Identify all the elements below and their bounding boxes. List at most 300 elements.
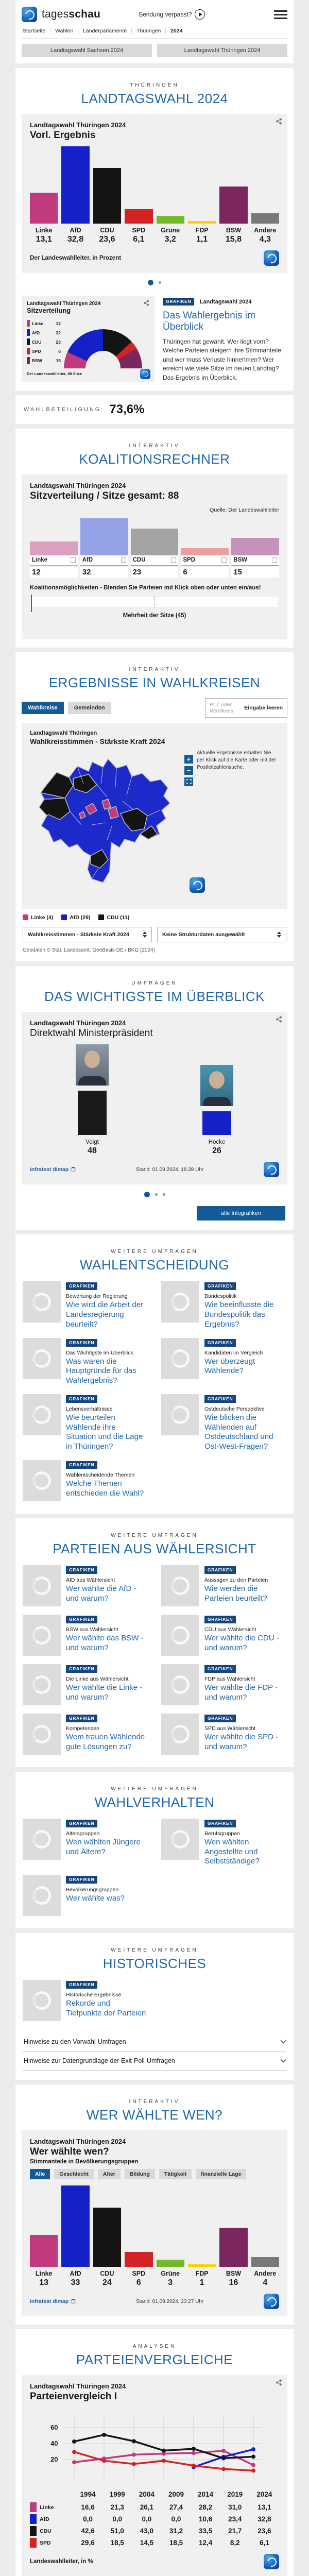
table-value: 23,4 bbox=[228, 2515, 242, 2523]
teaser-kicker: Wahlentscheidende Themen bbox=[66, 1471, 135, 1478]
table-value: 42,6 bbox=[81, 2527, 95, 2535]
bar-value: 4 bbox=[263, 2278, 268, 2287]
koalition-party-label: Linke bbox=[30, 555, 78, 566]
teaser-item[interactable] bbox=[161, 1664, 286, 1705]
teaser-thumbnail bbox=[23, 1565, 61, 1606]
teaser-body bbox=[204, 1664, 286, 1705]
turnout-strip bbox=[15, 395, 294, 424]
direktwahl-chart bbox=[30, 1044, 279, 1156]
bar-label: SPD bbox=[132, 227, 146, 234]
share-icon[interactable] bbox=[276, 118, 282, 125]
teaser-headline[interactable]: Rekorde und Tiefpunkte der Parteien bbox=[66, 1999, 146, 2018]
select-arrows-icon bbox=[143, 931, 147, 938]
tagesschau-logo-icon bbox=[264, 2554, 279, 2569]
bar-value: 15,8 bbox=[225, 235, 242, 244]
bar-SPD bbox=[125, 2252, 152, 2267]
brand-wordmark[interactable]: tagesschau bbox=[42, 8, 101, 20]
table-value: 29,6 bbox=[81, 2539, 95, 2547]
teaser-headline[interactable]: Wer wählte die CDU - und warum? bbox=[204, 1633, 279, 1652]
teaser-body bbox=[66, 1819, 148, 1867]
majority-bar bbox=[31, 596, 278, 607]
breadcrumb-item[interactable]: Startseite bbox=[23, 28, 46, 34]
bar-column-Linke bbox=[30, 193, 58, 244]
koalition-seats-value: 6 bbox=[181, 567, 229, 578]
parteienvergleich-linechart bbox=[30, 2408, 279, 2487]
seat-legend bbox=[27, 317, 61, 368]
koalition-column-CDU[interactable] bbox=[131, 529, 179, 578]
seat-legend-item: SPD 6 bbox=[27, 348, 61, 354]
section-eyebrow: WEITERE UMFRAGEN bbox=[111, 1947, 198, 1954]
year-header: 2014 bbox=[198, 2490, 214, 2499]
card-subtitle: Stimmanteile in Bevölkerungsgruppen bbox=[30, 2159, 139, 2165]
bar-column-BSW bbox=[219, 2228, 247, 2288]
tagesschau-logo-icon bbox=[264, 1162, 279, 1177]
teaser-body bbox=[66, 1980, 148, 2021]
chart-source: Der Landeswahlleiter, 88 Sitze bbox=[27, 371, 82, 376]
teaser-kicker: Bundespolitik bbox=[204, 1293, 237, 1300]
majority-label: Mehrheit der Sitze (45) bbox=[123, 612, 186, 619]
table-value: 0,0 bbox=[142, 2515, 152, 2523]
bar-Linke bbox=[30, 193, 58, 224]
teaser-headline[interactable]: Wen wählten Jüngere und Ältere? bbox=[66, 1837, 141, 1856]
teaser-kicker: Die Linke aus Wählersicht bbox=[66, 1675, 129, 1682]
teaser-thumbnail bbox=[161, 1281, 199, 1323]
bar-Andere bbox=[251, 213, 279, 224]
tagesschau-logo-icon bbox=[140, 369, 150, 379]
koalition-chart bbox=[30, 518, 279, 578]
koalition-party-label: AfD bbox=[80, 555, 128, 566]
teaser-headline[interactable]: Was waren die Hauptgründe für das Wahlergebnis? bbox=[66, 1357, 136, 1385]
teaser-item[interactable] bbox=[23, 1664, 148, 1705]
year-header: 2024 bbox=[256, 2490, 272, 2499]
teaser-thumbnail bbox=[23, 1714, 61, 1755]
clear-input-button[interactable]: Eingabe leeren bbox=[244, 704, 283, 711]
breadcrumb-item[interactable]: Thüringen bbox=[136, 28, 161, 34]
search-placeholder: PLZ oder Wahlkreis bbox=[210, 701, 233, 714]
structure-data-select[interactable]: Keine Strukturdaten ausgewählt bbox=[157, 927, 286, 942]
table-value: 33,5 bbox=[198, 2527, 213, 2535]
turnout-value: 73,6% bbox=[109, 402, 145, 416]
teaser-thumbnail bbox=[161, 1394, 199, 1435]
section-title: DAS WICHTIGSTE IM ÜBERBLICK bbox=[44, 988, 265, 1004]
year-header: 2019 bbox=[227, 2490, 243, 2499]
bar-column-Andere bbox=[251, 213, 279, 244]
breadcrumb-item[interactable]: Länderparlamente bbox=[83, 28, 127, 34]
table-value: 26,1 bbox=[140, 2503, 153, 2512]
teaser-body bbox=[66, 1565, 148, 1606]
tagesschau-logo-icon bbox=[190, 877, 205, 893]
teaser-body bbox=[66, 1460, 148, 1501]
play-icon[interactable] bbox=[195, 9, 205, 20]
carousel-dot[interactable] bbox=[159, 281, 161, 284]
teaser-thumbnail bbox=[23, 1664, 61, 1705]
tab-landtagswahl-sachsen[interactable]: Landtagswahl Sachsen 2024 bbox=[22, 44, 152, 57]
teaser-item[interactable] bbox=[23, 1460, 148, 1501]
teaser-item[interactable] bbox=[23, 1615, 148, 1656]
teaser-headline[interactable]: Wie wird die Arbeit der Landesregierung beurteilt? bbox=[66, 1300, 144, 1329]
teaser-item[interactable] bbox=[161, 1615, 286, 1656]
bar-label: FDP bbox=[195, 227, 209, 234]
map-metric-select[interactable]: Wahlkreisstimmen - Stärkste Kraft 2024 bbox=[23, 927, 152, 942]
filter-pill-Alle[interactable]: Alle bbox=[30, 2169, 50, 2179]
hamburger-menu-icon[interactable] bbox=[274, 8, 287, 21]
year-header: 1999 bbox=[109, 2490, 125, 2499]
table-value: 0,0 bbox=[83, 2515, 93, 2523]
svg-text:40: 40 bbox=[50, 2439, 58, 2448]
stand-timestamp: Stand: 01.09.2024, 23:27 Uhr bbox=[136, 2298, 204, 2304]
bar-value: 6,1 bbox=[133, 235, 145, 244]
grafiken-badge: GRAFIKEN bbox=[66, 1616, 97, 1623]
teaser-headline[interactable]: Wer wählte das BSW - und warum? bbox=[66, 1633, 144, 1652]
card-sitzverteilung[interactable] bbox=[22, 296, 154, 382]
table-value: 18,5 bbox=[169, 2539, 183, 2547]
year-header: 2004 bbox=[139, 2490, 154, 2499]
koalition-column-BSW[interactable] bbox=[231, 538, 279, 578]
koalition-bar-SPD[interactable] bbox=[181, 548, 229, 555]
bar-column-Andere bbox=[251, 2257, 279, 2287]
majority-start-marker bbox=[31, 595, 32, 612]
koalition-party-label: CDU bbox=[131, 555, 179, 566]
zoom-in-button[interactable]: + bbox=[184, 755, 193, 764]
zoom-out-button[interactable]: − bbox=[184, 766, 193, 775]
teaser-headline[interactable]: Welche Themen entschieden die Wahl? bbox=[66, 1479, 144, 1498]
grafiken-badge: GRAFIKEN bbox=[204, 1339, 236, 1347]
table-value: 31,2 bbox=[169, 2527, 183, 2535]
teaser-body bbox=[204, 1394, 286, 1452]
bar-label: Andere bbox=[254, 2270, 277, 2278]
section-eyebrow: ANALYSEN bbox=[132, 2344, 177, 2350]
candidate-photo-Voigt bbox=[76, 1044, 109, 1086]
seat-legend-item: AfD 32 bbox=[27, 329, 61, 336]
legend-color-chip bbox=[98, 914, 104, 920]
bar-Andere bbox=[251, 2257, 279, 2267]
party-checkbox[interactable] bbox=[121, 557, 126, 563]
table-party-Linke: Linke bbox=[30, 2502, 73, 2512]
year-header: 2009 bbox=[168, 2490, 184, 2499]
infratest-dimap-logo: infratest dimap bbox=[30, 1166, 76, 1173]
table-value: 16,6 bbox=[81, 2503, 95, 2512]
bar-Grüne bbox=[157, 216, 184, 224]
bar-BSW bbox=[219, 2228, 247, 2267]
card-title: Wer wählte wen? bbox=[30, 2146, 109, 2158]
carousel-dot[interactable] bbox=[163, 1193, 165, 1196]
bar-column-CDU bbox=[93, 168, 121, 244]
section-title: KOALITIONSRECHNER bbox=[79, 451, 230, 467]
teaser-headline[interactable]: Wer wählte was? bbox=[66, 1894, 125, 1903]
teaser-kicker: Altersgruppen bbox=[66, 1830, 100, 1837]
teaser-item[interactable] bbox=[23, 1714, 148, 1755]
section-wahlentscheidung bbox=[15, 1234, 294, 1514]
missed-show-link[interactable]: Sendung verpasst? bbox=[139, 9, 205, 20]
teaser-body bbox=[204, 1714, 286, 1755]
card-kicker: Landtagswahl Thüringen 2024 bbox=[30, 481, 126, 489]
koalition-party-label: SPD bbox=[181, 555, 229, 566]
accordion-exit-poll[interactable]: Hinweise zur Datengrundlage der Exit-Poll-Umfragen bbox=[23, 2052, 286, 2071]
carousel-dot[interactable] bbox=[155, 1193, 158, 1196]
teaser-headline[interactable]: Das Wahlergebnis im Überblick bbox=[163, 310, 255, 332]
plz-search-input[interactable] bbox=[205, 698, 287, 718]
thueringen-map[interactable] bbox=[30, 748, 184, 900]
teaser-kicker: Ostdeutsche Perspektive bbox=[204, 1405, 265, 1412]
filter-pill-Geschlecht[interactable]: Geschlecht bbox=[54, 2169, 94, 2179]
tagesschau-logo-icon bbox=[264, 2294, 279, 2309]
select-arrows-icon bbox=[277, 931, 281, 938]
infratest-dimap-logo: infratest dimap bbox=[30, 2298, 76, 2304]
card-title: Vorl. Ergebnis bbox=[30, 130, 96, 141]
teaser-grid bbox=[22, 1280, 287, 1505]
teaser-headline[interactable]: Wie werden die Parteien beurteilt? bbox=[204, 1584, 267, 1603]
grafiken-badge: GRAFIKEN bbox=[66, 1395, 97, 1403]
teaser-headline[interactable]: Wer wählte die SPD - und warum? bbox=[204, 1732, 279, 1751]
card-direktwahl bbox=[22, 1012, 287, 1184]
seat-legend-item: Linke 12 bbox=[27, 320, 61, 327]
chevron-down-icon bbox=[280, 2057, 286, 2062]
table-value: 28,2 bbox=[198, 2503, 213, 2512]
bar-label: AfD bbox=[70, 2270, 81, 2278]
teaser-body bbox=[204, 1615, 286, 1656]
koalition-column-Linke[interactable] bbox=[30, 541, 78, 578]
carousel-dot[interactable] bbox=[144, 1192, 150, 1197]
table-value: 14,5 bbox=[140, 2539, 153, 2547]
teaser-headline[interactable]: Wer überzeugt Wählende? bbox=[204, 1357, 255, 1376]
teaser-grid bbox=[22, 1818, 287, 1920]
bar-Linke bbox=[30, 2235, 58, 2267]
teaser-item[interactable] bbox=[23, 1875, 148, 1916]
party-checkbox[interactable] bbox=[171, 557, 176, 563]
card-kicker: Landtagswahl Thüringen 2024 bbox=[30, 2138, 126, 2146]
teaser-item[interactable] bbox=[161, 1819, 286, 1867]
teaser-thumbnail bbox=[23, 1460, 61, 1501]
map-legend bbox=[22, 909, 287, 926]
table-value: 13,1 bbox=[258, 2503, 271, 2512]
section-historisches bbox=[15, 1933, 294, 2080]
section-eyebrow: WEITERE UMFRAGEN bbox=[111, 1532, 198, 1538]
section-eyebrow: WEITERE UMFRAGEN bbox=[111, 1249, 198, 1255]
tagesschau-logo-icon bbox=[264, 250, 279, 266]
teaser-headline[interactable]: Wie beeinflusste die Bundespolitik das Ergebnis? bbox=[204, 1300, 274, 1329]
bar-column-FDP bbox=[188, 221, 216, 244]
hero-eyebrow: THÜRINGEN bbox=[130, 82, 179, 88]
party-checkbox[interactable] bbox=[272, 557, 277, 563]
vorl-ergebnis-chart bbox=[30, 146, 279, 244]
bar-CDU bbox=[93, 168, 121, 224]
teaser-item[interactable] bbox=[23, 1281, 148, 1329]
section-title: WAHLVERHALTEN bbox=[94, 1794, 215, 1810]
teaser-kicker: Kompetenzen bbox=[66, 1725, 99, 1732]
bar-column-Linke bbox=[30, 2235, 58, 2287]
card-kicker: Landtagswahl Thüringen 2024 bbox=[30, 2382, 126, 2391]
table-value: 32,8 bbox=[258, 2515, 271, 2523]
breadcrumb-item[interactable]: Wahlen bbox=[55, 28, 74, 34]
bar-label: Linke bbox=[35, 227, 53, 234]
bar-label: FDP bbox=[195, 2270, 209, 2278]
share-icon[interactable] bbox=[276, 1016, 282, 1023]
bar-value: 3 bbox=[168, 2278, 173, 2287]
teaser-body bbox=[66, 1338, 148, 1386]
teaser-thumbnail bbox=[23, 1281, 61, 1323]
bar-label: SPD bbox=[132, 2270, 146, 2278]
card-kicker: Landtagswahl Thüringen 2024 bbox=[30, 1019, 126, 1027]
zoom-fit-button[interactable] bbox=[184, 777, 193, 786]
section-eyebrow: WEITERE UMFRAGEN bbox=[111, 1786, 198, 1792]
filter-pill-Alter[interactable]: Alter bbox=[98, 2169, 121, 2179]
section-title: PARTEIENVERGLEICHE bbox=[76, 2352, 233, 2368]
grafiken-badge: GRAFIKEN bbox=[66, 1665, 97, 1673]
bar-column-SPD bbox=[125, 2252, 152, 2287]
legend-color-chip bbox=[61, 914, 67, 920]
candidate-photo-Höcke bbox=[200, 1065, 233, 1106]
teaser-item[interactable] bbox=[161, 1714, 286, 1755]
grafiken-badge: GRAFIKEN bbox=[66, 1820, 97, 1827]
party-checkbox[interactable] bbox=[71, 557, 76, 563]
geodata-credit: Geodaten © Stat. Landesamt, GeoBasis-DE / BKG (2024) bbox=[23, 947, 155, 953]
koalition-bar-AfD[interactable] bbox=[80, 518, 128, 555]
bar-FDP bbox=[188, 2264, 216, 2267]
table-party-CDU: CDU bbox=[30, 2526, 73, 2536]
bar-value: 13 bbox=[39, 2278, 49, 2287]
grafiken-badge: GRAFIKEN bbox=[204, 1395, 236, 1403]
wer-waehlte-wen-chart bbox=[30, 2185, 279, 2287]
breadcrumb-item-current[interactable]: 2024 bbox=[170, 28, 183, 34]
table-value: 43,0 bbox=[140, 2527, 153, 2535]
card-parteienvergleich bbox=[22, 2375, 287, 2576]
teaser-item[interactable] bbox=[23, 1819, 148, 1867]
bar-value: 3,2 bbox=[164, 235, 176, 244]
koalition-column-SPD[interactable] bbox=[181, 548, 229, 578]
bar-FDP bbox=[188, 221, 216, 224]
tab-wahlkreise[interactable]: Wahlkreise bbox=[22, 702, 64, 714]
share-icon[interactable] bbox=[143, 300, 149, 306]
teaser-thumbnail bbox=[161, 1714, 199, 1755]
teaser-thumbnail bbox=[23, 1338, 61, 1379]
candidate-value: 26 bbox=[212, 1146, 221, 1156]
candidate-bar-Voigt bbox=[78, 1091, 107, 1135]
teaser-item[interactable] bbox=[23, 1338, 148, 1386]
section-title: PARTEIEN AUS WÄHLERSICHT bbox=[53, 1540, 256, 1556]
filter-pill-Tätigkeit[interactable]: Tätigkeit bbox=[159, 2169, 192, 2179]
breadcrumb: Startseite | Wahlen | Länderparlamente | Thüringen | 2024 bbox=[22, 25, 287, 39]
tab-landtagswahl-thueringen[interactable]: Landtagswahl Thüringen 2024 bbox=[157, 44, 287, 57]
chart-source: Landeswahlleiter, in % bbox=[30, 2558, 93, 2565]
card-title: Wahlkreisstimmen - Stärkste Kraft 2024 bbox=[30, 737, 165, 745]
bar-column-Grüne bbox=[157, 2260, 184, 2287]
teaser-item[interactable] bbox=[161, 1338, 286, 1386]
teaser-item[interactable] bbox=[161, 1281, 286, 1329]
teaser-body bbox=[204, 1565, 286, 1606]
teaser-headline[interactable]: Wen wählten Angestellte und Selbstständige? bbox=[204, 1837, 260, 1866]
grafiken-badge: GRAFIKEN bbox=[66, 1715, 97, 1722]
tagesschau-logo-icon[interactable] bbox=[22, 7, 37, 22]
teaser-item[interactable] bbox=[23, 1980, 148, 2021]
teaser-headline[interactable]: Wer wählte die FDP - und warum? bbox=[204, 1683, 278, 1702]
section-koalitionsrechner bbox=[15, 429, 294, 648]
teaser-text: Thüringen hat gewählt. Wer liegt vorn? Welche Parteien steigern ihre Stimmanteile und wer muss Verluste hinnehmen? Wer erreicht wie viele Sitze im neuen Landtag? Das Ergebnis im Überblick. bbox=[163, 338, 281, 381]
teaser-item[interactable] bbox=[161, 1394, 286, 1452]
wahlkreis-map[interactable] bbox=[30, 748, 279, 902]
seat-legend-item: BSW 15 bbox=[27, 357, 61, 364]
grafiken-badge: GRAFIKEN bbox=[66, 1282, 97, 1290]
bar-value: 16 bbox=[229, 2278, 238, 2287]
grafiken-badge: GRAFIKEN bbox=[66, 1566, 97, 1574]
bar-label: Andere bbox=[254, 227, 277, 234]
card-kicker: Landtagswahl Thüringen 2024 bbox=[30, 121, 126, 129]
teaser-thumbnail bbox=[161, 1338, 199, 1379]
filter-pills bbox=[30, 2169, 279, 2179]
table-value: 31,0 bbox=[228, 2503, 242, 2512]
stand-timestamp: Stand: 01.09.2024, 16:39 Uhr bbox=[136, 1166, 204, 1173]
card-kicker: Landtagswahl Thüringen 2024 bbox=[27, 301, 101, 307]
parteienvergleich-table bbox=[30, 2488, 279, 2548]
all-infographics-button[interactable]: alle Infografiken bbox=[197, 1206, 285, 1221]
party-checkbox[interactable] bbox=[221, 557, 227, 563]
teaser-kicker: Berufsgruppen bbox=[204, 1830, 240, 1837]
bar-value: 23,6 bbox=[99, 235, 115, 244]
table-value: 21,3 bbox=[110, 2503, 124, 2512]
teaser-item[interactable] bbox=[23, 1394, 148, 1452]
koalition-hint: Koalitionsmöglichkeiten - Blenden Sie Parteien mit Klick oben oder unten ein/aus! bbox=[30, 584, 261, 591]
teaser-headline[interactable]: Wie beurteilen Wählende ihre Situation und die Lage in Thüringen? bbox=[66, 1413, 143, 1451]
grafiken-badge: GRAFIKEN bbox=[204, 1282, 236, 1290]
section-title: HISTORISCHES bbox=[102, 1956, 207, 1972]
teaser-headline[interactable]: Wem trauen Wählende gute Lösungen zu? bbox=[66, 1732, 145, 1751]
koalition-bar-BSW[interactable] bbox=[231, 538, 279, 555]
teaser-kicker: Bewertung der Regierung bbox=[66, 1293, 128, 1300]
teaser-thumbnail bbox=[23, 1819, 61, 1860]
teaser-headline[interactable]: Wer wählte die Linke - und warum? bbox=[66, 1683, 143, 1702]
bar-value: 32,8 bbox=[67, 235, 84, 244]
koalition-bar-CDU[interactable] bbox=[131, 529, 179, 555]
grafiken-badge: GRAFIKEN bbox=[204, 1566, 236, 1574]
teaser-item[interactable] bbox=[23, 1565, 148, 1606]
share-icon[interactable] bbox=[276, 2379, 282, 2386]
koalition-seats-value: 12 bbox=[30, 567, 78, 578]
overview-teaser[interactable] bbox=[163, 296, 287, 382]
bar-AfD bbox=[61, 146, 89, 224]
teaser-headline[interactable]: Wie blicken die Wählenden auf Ostdeutschland und Ost-West-Fragen? bbox=[204, 1413, 273, 1451]
bar-column-FDP bbox=[188, 2264, 216, 2287]
section-parteien bbox=[15, 1518, 294, 1767]
candidate-value: 48 bbox=[88, 1146, 97, 1156]
grafiken-badge: GRAFIKEN bbox=[66, 1339, 97, 1347]
teaser-kicker: Aussagen zu den Parteien bbox=[204, 1577, 268, 1583]
accordion-vorwahl-umfragen[interactable]: Hinweise zu den Vorwahl-Umfragen bbox=[23, 2032, 286, 2052]
teaser-body bbox=[66, 1714, 148, 1755]
teaser-headline[interactable]: Wer wählte die AfD - und warum? bbox=[66, 1584, 136, 1603]
bar-column-CDU bbox=[93, 2208, 121, 2287]
filter-pill-Bildung[interactable]: Bildung bbox=[125, 2169, 155, 2179]
svg-text:60: 60 bbox=[50, 2424, 58, 2432]
koalition-seats-value: 23 bbox=[131, 567, 179, 578]
legend-item: AfD (29) bbox=[61, 914, 90, 921]
teaser-grid bbox=[22, 1564, 287, 1759]
bar-column-Grüne bbox=[157, 216, 184, 244]
section-title: WAHLENTSCHEIDUNG bbox=[79, 1257, 230, 1273]
site-header bbox=[15, 0, 294, 63]
section-title: ERGEBNISSE IN WAHLKREISEN bbox=[48, 674, 261, 690]
teaser-thumbnail bbox=[23, 1980, 61, 2021]
section-wahlverhalten bbox=[15, 1772, 294, 1928]
teaser-kicker: FDP aus Wählersicht bbox=[204, 1675, 255, 1682]
koalition-bar-Linke[interactable] bbox=[30, 541, 78, 555]
candidate-name: Höcke bbox=[208, 1139, 226, 1146]
tab-gemeinden[interactable]: Gemeinden bbox=[68, 702, 111, 714]
teaser-item[interactable] bbox=[161, 1565, 286, 1606]
carousel-dot[interactable] bbox=[148, 280, 153, 285]
koalition-column-AfD[interactable] bbox=[80, 518, 128, 578]
teaser-body bbox=[204, 1338, 286, 1386]
bar-column-BSW bbox=[219, 187, 247, 244]
filter-pill-finanzielle Lage[interactable]: finanzielle Lage bbox=[196, 2169, 246, 2179]
